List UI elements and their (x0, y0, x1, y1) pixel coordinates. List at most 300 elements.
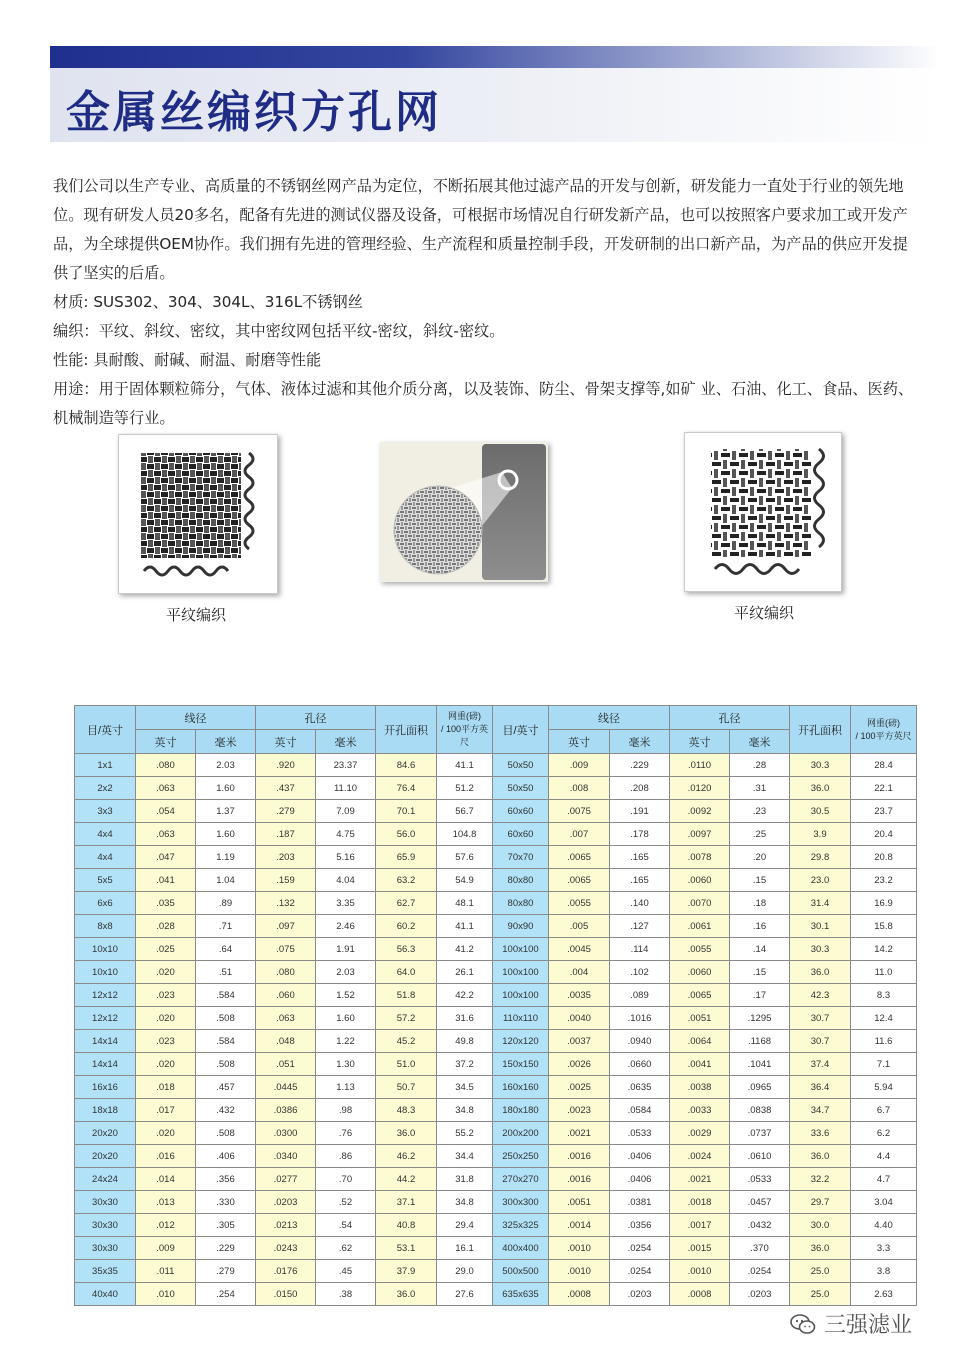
value-cell: 36.0 (790, 777, 851, 800)
value-cell: .457 (196, 1076, 256, 1099)
value-cell: 54.9 (437, 869, 493, 892)
value-cell: .18 (730, 892, 790, 915)
value-cell: .86 (316, 1145, 376, 1168)
value-cell: .0660 (610, 1053, 670, 1076)
table-row (75, 938, 917, 961)
value-cell: 4.4 (851, 1145, 917, 1168)
value-cell: 2.63 (851, 1283, 917, 1306)
value-cell: .0737 (730, 1122, 790, 1145)
mesh-cell: 270x270 (493, 1168, 549, 1191)
value-cell: .51 (196, 961, 256, 984)
value-cell: .0008 (670, 1283, 730, 1306)
mesh-cell: 60x60 (493, 800, 549, 823)
value-cell: 30.0 (790, 1214, 851, 1237)
value-cell: .009 (549, 754, 610, 777)
mesh-cell: 2x2 (75, 777, 136, 800)
value-cell: .0457 (730, 1191, 790, 1214)
th-aperture-2: 孔径 (670, 706, 790, 730)
value-cell: 11.6 (851, 1030, 917, 1053)
plain-weave-figure-right (684, 432, 842, 592)
value-cell: 7.1 (851, 1053, 917, 1076)
value-cell: 12.4 (851, 1007, 917, 1030)
table-row (75, 892, 917, 915)
figure-caption-right: 平纹编织 (734, 604, 795, 622)
value-cell: 36.4 (790, 1076, 851, 1099)
value-cell: 1.13 (316, 1076, 376, 1099)
value-cell: .0254 (610, 1260, 670, 1283)
value-cell: .23 (730, 800, 790, 823)
th-wire-inch-2: 英寸 (549, 730, 610, 754)
value-cell: .0584 (610, 1099, 670, 1122)
value-cell: .178 (610, 823, 670, 846)
mesh-cell: 100x100 (493, 961, 549, 984)
table-row (75, 1260, 917, 1283)
figure-caption-left: 平纹编织 (166, 606, 227, 624)
value-cell: 29.7 (790, 1191, 851, 1214)
th-aperture-mm: 毫米 (316, 730, 376, 754)
value-cell: .007 (549, 823, 610, 846)
value-cell: .0010 (670, 1260, 730, 1283)
mesh-cell: 30x30 (75, 1237, 136, 1260)
value-cell: .0015 (670, 1237, 730, 1260)
value-cell: 45.2 (376, 1030, 437, 1053)
value-cell: 34.8 (437, 1099, 493, 1122)
value-cell: 30.3 (790, 754, 851, 777)
value-cell: .0065 (549, 869, 610, 892)
weave-line: 编织：平纹、斜纹、密纹，其中密纹网包括平纹-密纹，斜纹-密纹。 (53, 322, 505, 340)
value-cell: .0381 (610, 1191, 670, 1214)
value-cell: 6.7 (851, 1099, 917, 1122)
th-aperture: 孔径 (256, 706, 376, 730)
th-weight-line2: / 100平方英尺 (440, 724, 489, 747)
value-cell: .54 (316, 1214, 376, 1237)
th-weight-line1: 网重(磅) (448, 711, 481, 721)
value-cell: .023 (136, 1030, 196, 1053)
value-cell: .38 (316, 1283, 376, 1306)
mesh-cell: 80x80 (493, 892, 549, 915)
value-cell: 49.8 (437, 1030, 493, 1053)
mesh-cell: 180x180 (493, 1099, 549, 1122)
value-cell: 1.22 (316, 1030, 376, 1053)
value-cell: .0838 (730, 1099, 790, 1122)
value-cell: 25.0 (790, 1283, 851, 1306)
mesh-cell: 14x14 (75, 1030, 136, 1053)
value-cell: .508 (196, 1007, 256, 1030)
mesh-cell: 24x24 (75, 1168, 136, 1191)
mesh-cell: 3x3 (75, 800, 136, 823)
mesh-cell: 10x10 (75, 961, 136, 984)
value-cell: 41.1 (437, 754, 493, 777)
th-aperture-inch: 英寸 (256, 730, 316, 754)
value-cell: .279 (256, 800, 316, 823)
value-cell: .063 (136, 777, 196, 800)
value-cell: .0533 (610, 1122, 670, 1145)
value-cell: .0340 (256, 1145, 316, 1168)
value-cell: .20 (730, 846, 790, 869)
value-cell: .165 (610, 846, 670, 869)
value-cell: .0061 (670, 915, 730, 938)
table-row (75, 777, 917, 800)
value-cell: .0254 (610, 1237, 670, 1260)
value-cell: 3.3 (851, 1237, 917, 1260)
value-cell: .009 (136, 1237, 196, 1260)
value-cell: .0040 (549, 1007, 610, 1030)
mesh-cell: 50x50 (493, 777, 549, 800)
value-cell: 3.04 (851, 1191, 917, 1214)
mesh-cell: 100x100 (493, 984, 549, 1007)
table-row (75, 1168, 917, 1191)
value-cell: 5.16 (316, 846, 376, 869)
value-cell: .127 (610, 915, 670, 938)
value-cell: .64 (196, 938, 256, 961)
value-cell: .98 (316, 1099, 376, 1122)
table-row (75, 1076, 917, 1099)
table-row (75, 1030, 917, 1053)
mesh-cell: 160x160 (493, 1076, 549, 1099)
performance-line: 性能: 具耐酸、耐碱、耐温、耐磨等性能 (53, 351, 322, 369)
value-cell: 46.2 (376, 1145, 437, 1168)
value-cell: .013 (136, 1191, 196, 1214)
value-cell: .025 (136, 938, 196, 961)
value-cell: .279 (196, 1260, 256, 1283)
mesh-cell: 150x150 (493, 1053, 549, 1076)
value-cell: .0033 (670, 1099, 730, 1122)
value-cell: 1.60 (196, 777, 256, 800)
mesh-cell: 4x4 (75, 846, 136, 869)
value-cell: 51.8 (376, 984, 437, 1007)
value-cell: .060 (256, 984, 316, 1007)
value-cell: .165 (610, 869, 670, 892)
value-cell: 84.6 (376, 754, 437, 777)
value-cell: .229 (610, 754, 670, 777)
value-cell: 23.37 (316, 754, 376, 777)
value-cell: 30.7 (790, 1030, 851, 1053)
value-cell: .31 (730, 777, 790, 800)
value-cell: .71 (196, 915, 256, 938)
value-cell: 14.2 (851, 938, 917, 961)
value-cell: .028 (136, 915, 196, 938)
mesh-magnifier-illustration (380, 442, 548, 582)
value-cell: .0635 (610, 1076, 670, 1099)
mesh-cell: 635x635 (493, 1283, 549, 1306)
value-cell: 15.8 (851, 915, 917, 938)
value-cell: 6.2 (851, 1122, 917, 1145)
value-cell: .0533 (730, 1168, 790, 1191)
table-row (75, 1053, 917, 1076)
mesh-cell: 16x16 (75, 1076, 136, 1099)
value-cell: .0060 (670, 869, 730, 892)
value-cell: .054 (136, 800, 196, 823)
th-aperture-inch-2: 英寸 (670, 730, 730, 754)
value-cell: .16 (730, 915, 790, 938)
value-cell: .203 (256, 846, 316, 869)
value-cell: 37.2 (437, 1053, 493, 1076)
th-weight2-line1: 网重(磅) (867, 717, 900, 728)
value-cell: .159 (256, 869, 316, 892)
value-cell: 50.7 (376, 1076, 437, 1099)
mesh-cell: 100x100 (493, 938, 549, 961)
intro-text (53, 172, 915, 433)
value-cell: .17 (730, 984, 790, 1007)
value-cell: 1.60 (316, 1007, 376, 1030)
value-cell: .0014 (549, 1214, 610, 1237)
value-cell: 31.4 (790, 892, 851, 915)
value-cell: .0110 (670, 754, 730, 777)
table-row (75, 754, 917, 777)
value-cell: 30.5 (790, 800, 851, 823)
table-row (75, 1007, 917, 1030)
value-cell: .0008 (549, 1283, 610, 1306)
mesh-cell: 300x300 (493, 1191, 549, 1214)
value-cell: .356 (196, 1168, 256, 1191)
value-cell: .035 (136, 892, 196, 915)
value-cell: .080 (256, 961, 316, 984)
value-cell: 51.2 (437, 777, 493, 800)
mesh-photo-figure (380, 442, 548, 582)
value-cell: .0018 (670, 1191, 730, 1214)
value-cell: 2.03 (316, 961, 376, 984)
value-cell: .187 (256, 823, 316, 846)
mesh-cell: 14x14 (75, 1053, 136, 1076)
value-cell: .114 (610, 938, 670, 961)
table-row (75, 1145, 917, 1168)
mesh-cell: 30x30 (75, 1214, 136, 1237)
value-cell: 23.2 (851, 869, 917, 892)
mesh-cell: 50x50 (493, 754, 549, 777)
value-cell: .0010 (549, 1260, 610, 1283)
value-cell: .70 (316, 1168, 376, 1191)
value-cell: .0940 (610, 1030, 670, 1053)
value-cell: 36.0 (376, 1122, 437, 1145)
th-weight2-line2: / 100平方英尺 (855, 730, 912, 741)
mesh-cell: 12x12 (75, 1007, 136, 1030)
value-cell: .0025 (549, 1076, 610, 1099)
value-cell: .0406 (610, 1145, 670, 1168)
value-cell: .016 (136, 1145, 196, 1168)
value-cell: 34.4 (437, 1145, 493, 1168)
value-cell: 29.4 (437, 1214, 493, 1237)
value-cell: .508 (196, 1053, 256, 1076)
watermark-text: 三强滤业 (824, 1313, 913, 1338)
table-row (75, 800, 917, 823)
value-cell: .0092 (670, 800, 730, 823)
value-cell: .023 (136, 984, 196, 1007)
value-cell: .437 (256, 777, 316, 800)
value-cell: 37.1 (376, 1191, 437, 1214)
value-cell: .0097 (670, 823, 730, 846)
value-cell: 5.94 (851, 1076, 917, 1099)
mesh-cell: 325x325 (493, 1214, 549, 1237)
spec-table-wrapper (74, 705, 916, 1305)
value-cell: .0432 (730, 1214, 790, 1237)
value-cell: .191 (610, 800, 670, 823)
value-cell: .132 (256, 892, 316, 915)
value-cell: .229 (196, 1237, 256, 1260)
spec-table (74, 705, 917, 1306)
value-cell: 65.9 (376, 846, 437, 869)
value-cell: 34.8 (437, 1191, 493, 1214)
value-cell: 31.8 (437, 1168, 493, 1191)
mesh-cell: 40x40 (75, 1283, 136, 1306)
value-cell: 22.1 (851, 777, 917, 800)
intro-paragraph: 我们公司以生产专业、高质量的不锈钢丝网产品为定位，不断拓展其他过滤产品的开发与创新，研发能力一直处于行业的领先地位。现有研发人员20多名，配备有先进的测试仪器及设备，可根据市场情况自行研发新产品，也可以按照客户要求加工或开发产品，为全球提供OEM协作。我们拥有先进的管理经验、生产流程和质量控制手段，开发研制的出口新产品，为产品的供应开发提供了坚实的后盾。 (53, 177, 908, 282)
value-cell: .208 (610, 777, 670, 800)
value-cell: .52 (316, 1191, 376, 1214)
wechat-icon (790, 1313, 816, 1335)
value-cell: .0021 (670, 1168, 730, 1191)
value-cell: 1.37 (196, 800, 256, 823)
mesh-cell: 10x10 (75, 938, 136, 961)
value-cell: .15 (730, 961, 790, 984)
value-cell: 36.0 (790, 1145, 851, 1168)
table-row (75, 1237, 917, 1260)
value-cell: 33.6 (790, 1122, 851, 1145)
value-cell: .0203 (610, 1283, 670, 1306)
value-cell: .041 (136, 869, 196, 892)
value-cell: 7.09 (316, 800, 376, 823)
mesh-cell: 20x20 (75, 1145, 136, 1168)
value-cell: .0277 (256, 1168, 316, 1191)
mesh-cell: 4x4 (75, 823, 136, 846)
title-band (50, 46, 940, 142)
th-mesh-2: 目/英寸 (493, 706, 549, 754)
value-cell: .0051 (670, 1007, 730, 1030)
value-cell: .008 (549, 777, 610, 800)
mesh-cell: 35x35 (75, 1260, 136, 1283)
value-cell: 40.8 (376, 1214, 437, 1237)
value-cell: .0078 (670, 846, 730, 869)
table-row (75, 869, 917, 892)
mesh-cell: 30x30 (75, 1191, 136, 1214)
table-row (75, 961, 917, 984)
table-row (75, 1122, 917, 1145)
value-cell: 62.7 (376, 892, 437, 915)
mesh-cell: 6x6 (75, 892, 136, 915)
mesh-cell: 500x500 (493, 1260, 549, 1283)
mesh-cell: 110x110 (493, 1007, 549, 1030)
value-cell: 36.0 (790, 1237, 851, 1260)
value-cell: 36.0 (376, 1283, 437, 1306)
value-cell: .0300 (256, 1122, 316, 1145)
mesh-cell: 400x400 (493, 1237, 549, 1260)
value-cell: 20.4 (851, 823, 917, 846)
value-cell: .051 (256, 1053, 316, 1076)
th-wire-mm-2: 毫米 (610, 730, 670, 754)
mesh-cell: 20x20 (75, 1122, 136, 1145)
value-cell: .0026 (549, 1053, 610, 1076)
value-cell: .102 (610, 961, 670, 984)
th-mesh: 目/英寸 (75, 706, 136, 754)
value-cell: 30.3 (790, 938, 851, 961)
value-cell: 56.7 (437, 800, 493, 823)
value-cell: .089 (610, 984, 670, 1007)
value-cell: .0386 (256, 1099, 316, 1122)
value-cell: 11.10 (316, 777, 376, 800)
value-cell: 11.0 (851, 961, 917, 984)
value-cell: 36.0 (790, 961, 851, 984)
value-cell: .0064 (670, 1030, 730, 1053)
value-cell: .0243 (256, 1237, 316, 1260)
value-cell: .020 (136, 1122, 196, 1145)
value-cell: .080 (136, 754, 196, 777)
value-cell: 64.0 (376, 961, 437, 984)
value-cell: .0023 (549, 1099, 610, 1122)
value-cell: .0406 (610, 1168, 670, 1191)
value-cell: 70.1 (376, 800, 437, 823)
value-cell: 51.0 (376, 1053, 437, 1076)
value-cell: 16.1 (437, 1237, 493, 1260)
value-cell: .0965 (730, 1076, 790, 1099)
value-cell: .508 (196, 1122, 256, 1145)
value-cell: .0037 (549, 1030, 610, 1053)
value-cell: .1295 (730, 1007, 790, 1030)
value-cell: .0055 (670, 938, 730, 961)
value-cell: 57.2 (376, 1007, 437, 1030)
value-cell: 3.9 (790, 823, 851, 846)
value-cell: .0021 (549, 1122, 610, 1145)
mesh-cell: 60x60 (493, 823, 549, 846)
value-cell: .0213 (256, 1214, 316, 1237)
value-cell: 41.1 (437, 915, 493, 938)
value-cell: .0065 (670, 984, 730, 1007)
value-cell: 37.9 (376, 1260, 437, 1283)
material-line: 材质: SUS302、304、304L、316L不锈钢丝 (53, 293, 363, 311)
value-cell: .62 (316, 1237, 376, 1260)
value-cell: 3.8 (851, 1260, 917, 1283)
value-cell: .140 (610, 892, 670, 915)
watermark (790, 1308, 912, 1339)
mesh-cell: 90x90 (493, 915, 549, 938)
value-cell: 8.3 (851, 984, 917, 1007)
value-cell: .1168 (730, 1030, 790, 1053)
value-cell: .0045 (549, 938, 610, 961)
value-cell: 29.8 (790, 846, 851, 869)
value-cell: .28 (730, 754, 790, 777)
value-cell: .0051 (549, 1191, 610, 1214)
value-cell: 55.2 (437, 1122, 493, 1145)
value-cell: .011 (136, 1260, 196, 1283)
value-cell: .0017 (670, 1214, 730, 1237)
value-cell: .0060 (670, 961, 730, 984)
th-wire-diameter-2: 线径 (549, 706, 670, 730)
value-cell: 16.9 (851, 892, 917, 915)
value-cell: .0445 (256, 1076, 316, 1099)
value-cell: .89 (196, 892, 256, 915)
value-cell: .0070 (670, 892, 730, 915)
value-cell: .0203 (730, 1283, 790, 1306)
th-wire-diameter: 线径 (136, 706, 256, 730)
th-open-area-2: 开孔面积 (790, 706, 851, 754)
value-cell: .0203 (256, 1191, 316, 1214)
value-cell: 1.19 (196, 846, 256, 869)
plain-weave-figure-left (118, 434, 278, 594)
value-cell: 4.75 (316, 823, 376, 846)
value-cell: 42.2 (437, 984, 493, 1007)
value-cell: .0024 (670, 1145, 730, 1168)
value-cell: 37.4 (790, 1053, 851, 1076)
open-weave-diagram (685, 433, 841, 591)
table-row (75, 1283, 917, 1306)
value-cell: .305 (196, 1214, 256, 1237)
value-cell: .010 (136, 1283, 196, 1306)
value-cell: .0038 (670, 1076, 730, 1099)
value-cell: .005 (549, 915, 610, 938)
page-title: 金属丝编织方孔网 (66, 87, 442, 138)
value-cell: 3.35 (316, 892, 376, 915)
value-cell: 1.30 (316, 1053, 376, 1076)
value-cell: .0065 (549, 846, 610, 869)
value-cell: .14 (730, 938, 790, 961)
